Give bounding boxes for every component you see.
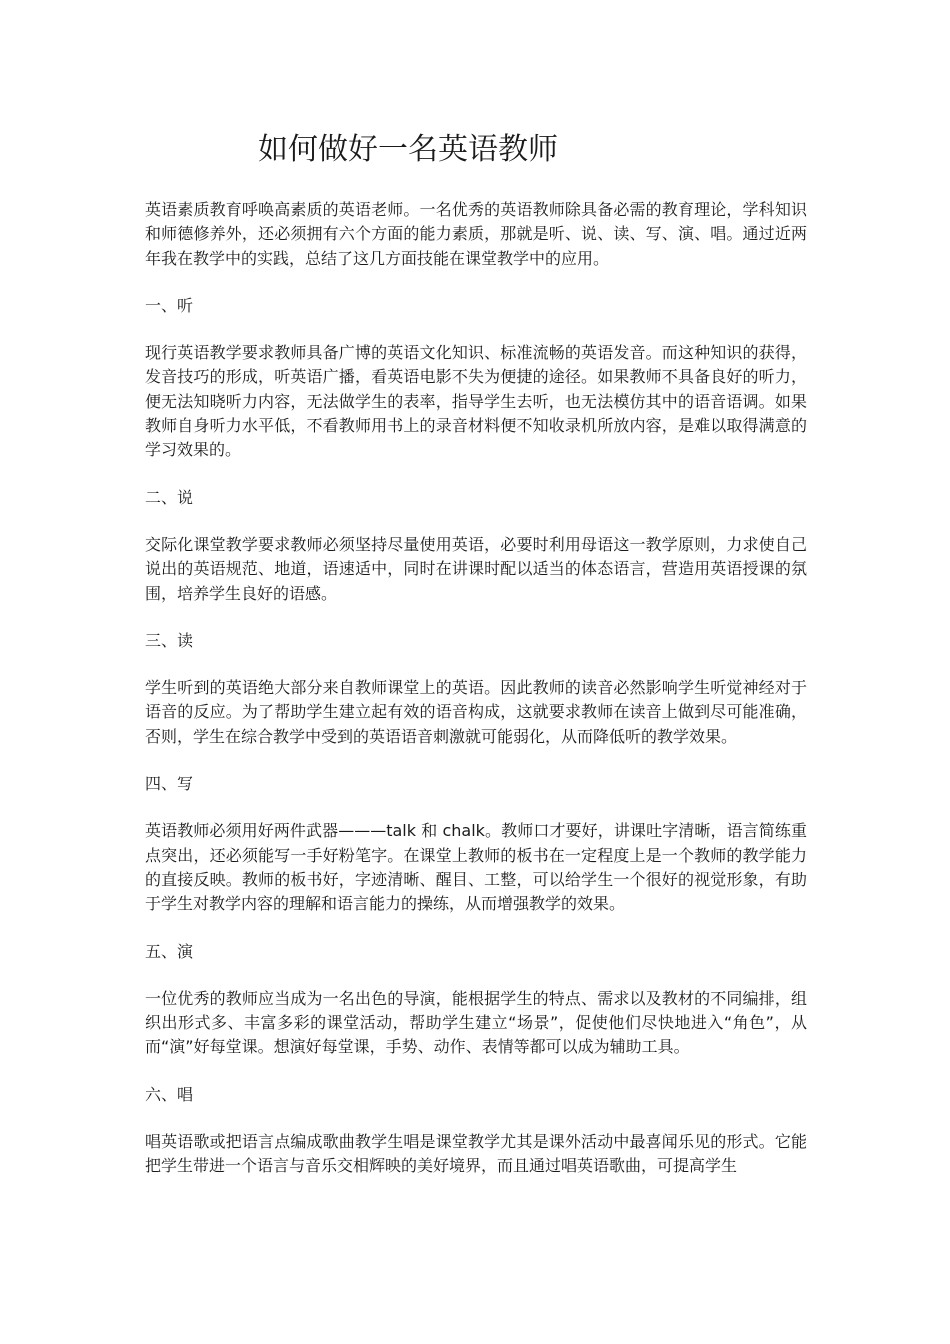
section-heading-write: 四、写 <box>145 774 194 794</box>
intro-paragraph: 英语素质教育呼唤高素质的英语老师。一名优秀的英语教师除具备必需的教育理论，学科知识和师德修养外，还必须拥有六个方面的能力素质，那就是听、说、读、写、演、唱。通过近两年我在教学中的实践，总结了这几方面技能在课堂教学中的应用。 <box>145 200 807 268</box>
section-heading-listen: 一、听 <box>145 295 194 315</box>
section-body-act: 一位优秀的教师应当成为一名出色的导演，能根据学生的特点、需求以及教材的不同编排，组织出形式多、丰富多彩的课堂活动，帮助学生建立“场景”，促使他们尽快地进入“角色”，从而“演”好每堂课。想演好每堂课，手势、动作、表情等都可以成为辅助工具。 <box>145 988 807 1057</box>
section-body-read: 学生听到的英语绝大部分来自教师课堂上的英语。因此教师的读音必然影响学生听觉神经对于语音的反应。为了帮助学生建立起有效的语音构成，这就要求教师在读音上做到尽可能准确，否则，学生在综合教学中受到的英语语音刺激就可能弱化，从而降低听的教学效果。 <box>145 678 807 746</box>
section-body-write: 英语教师必须用好两件武器———talk 和 chalk。教师口才要好，讲课吐字清晰，语言简练重点突出，还必须能写一手好粉笔字。在课堂上教师的板书在一定程度上是一个教师的教学能力的直接反映。教师的板书好，字迹清晰、醒目、工整，可以给学生一个很好的视觉形象，有助于学生对教学内容的理解和语言能力的操练，从而增强教学的效果。 <box>145 821 807 914</box>
section-heading-speak: 二、说 <box>145 487 194 507</box>
section-body-listen: 现行英语教学要求教师具备广博的英语文化知识、标准流畅的英语发音。而这种知识的获得，发音技巧的形成，听英语广播，看英语电影不失为便捷的途径。如果教师不具备良好的听力，便无法知晓听力内容，无法做学生的表率，指导学生去听，也无法模仿其中的语音语调。如果教师自身听力水平低，不看教师用书上的录音材料便不知收录机所放内容，是难以取得满意的学习效果的。 <box>145 343 807 460</box>
section-heading-read: 三、读 <box>145 630 194 650</box>
document-title: 如何做好一名英语教师 <box>258 132 558 167</box>
section-heading-act: 五、演 <box>145 941 194 961</box>
document-body <box>145 198 807 1202</box>
section-body-speak: 交际化课堂教学要求教师必须坚持尽量使用英语，必要时利用母语这一教学原则，力求使自己说出的英语规范、地道，语速适中，同时在讲课时配以适当的体态语言，营造用英语授课的氛围，培养学生良好的语感。 <box>145 534 807 603</box>
section-heading-sing: 六、唱 <box>145 1084 194 1104</box>
section-body-sing: 唱英语歌或把语言点编成歌曲教学生唱是课堂教学尤其是课外活动中最喜闻乐见的形式。它能把学生带进一个语言与音乐交相辉映的美好境界，而且通过唱英语歌曲，可提高学生 <box>145 1132 807 1176</box>
